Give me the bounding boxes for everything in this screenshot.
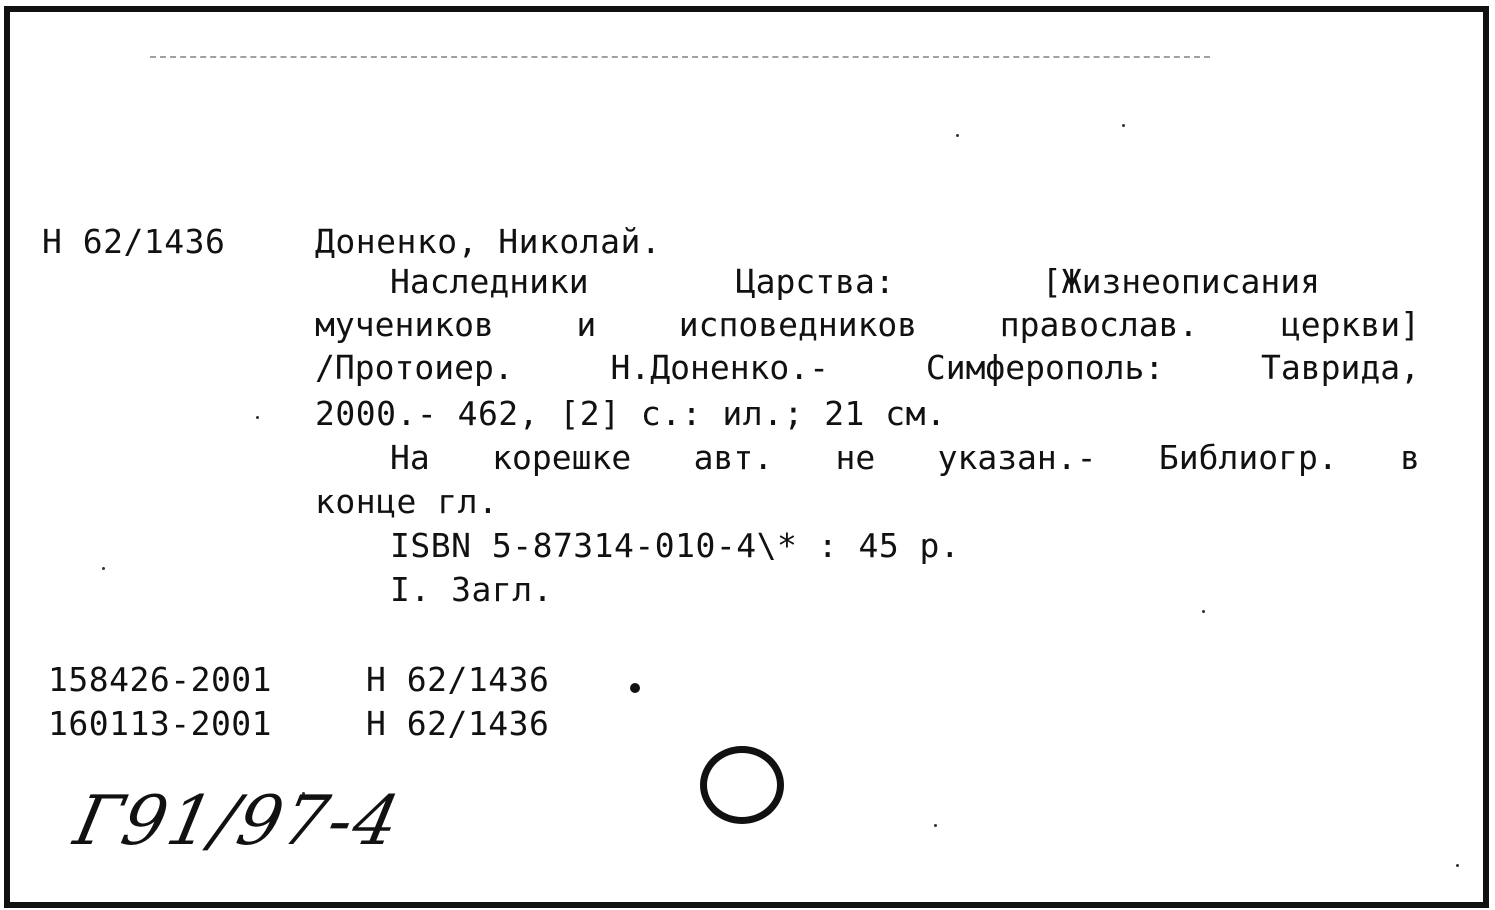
speck [934,824,937,827]
speck [1456,864,1459,867]
circle-stamp-mark [700,746,784,824]
handwritten-note: Г91/97-4 [67,782,408,861]
note-line-2: конце гл. [315,482,499,521]
title-line-4: 2000.- 462, [2] с.: ил.; 21 см. [315,394,947,433]
isbn-line: ISBN 5-87314-010-4\* : 45 р. [390,526,961,565]
speck [256,416,259,419]
note-line-1: На корешке авт. не указан.- Библиогр. в [390,438,1420,477]
author-heading: Доненко, Николай. [315,222,662,261]
speck [956,134,959,137]
speck [102,567,105,570]
title-line-2: мучеников и исповедников православ. церкви] [315,305,1420,344]
tracing-line: I. Загл. [390,570,553,609]
speck [1202,610,1205,613]
holding-shelfmark-2: Н 62/1436 [366,704,550,743]
holding-inventory-2: 160113-2001 [48,704,273,743]
title-line-1: Наследники Царства: [Жизнеописания [390,262,1320,301]
bullet-mark [630,683,640,693]
top-dashed-rule [150,56,1210,58]
speck [1122,124,1125,127]
title-line-3: /Протоиер. Н.Доненко.- Симферополь: Таврида, [315,348,1420,387]
holding-shelfmark-1: Н 62/1436 [366,660,550,699]
holding-inventory-1: 158426-2001 [48,660,273,699]
catalog-card [4,6,1489,908]
shelfmark: Н 62/1436 [42,222,226,261]
